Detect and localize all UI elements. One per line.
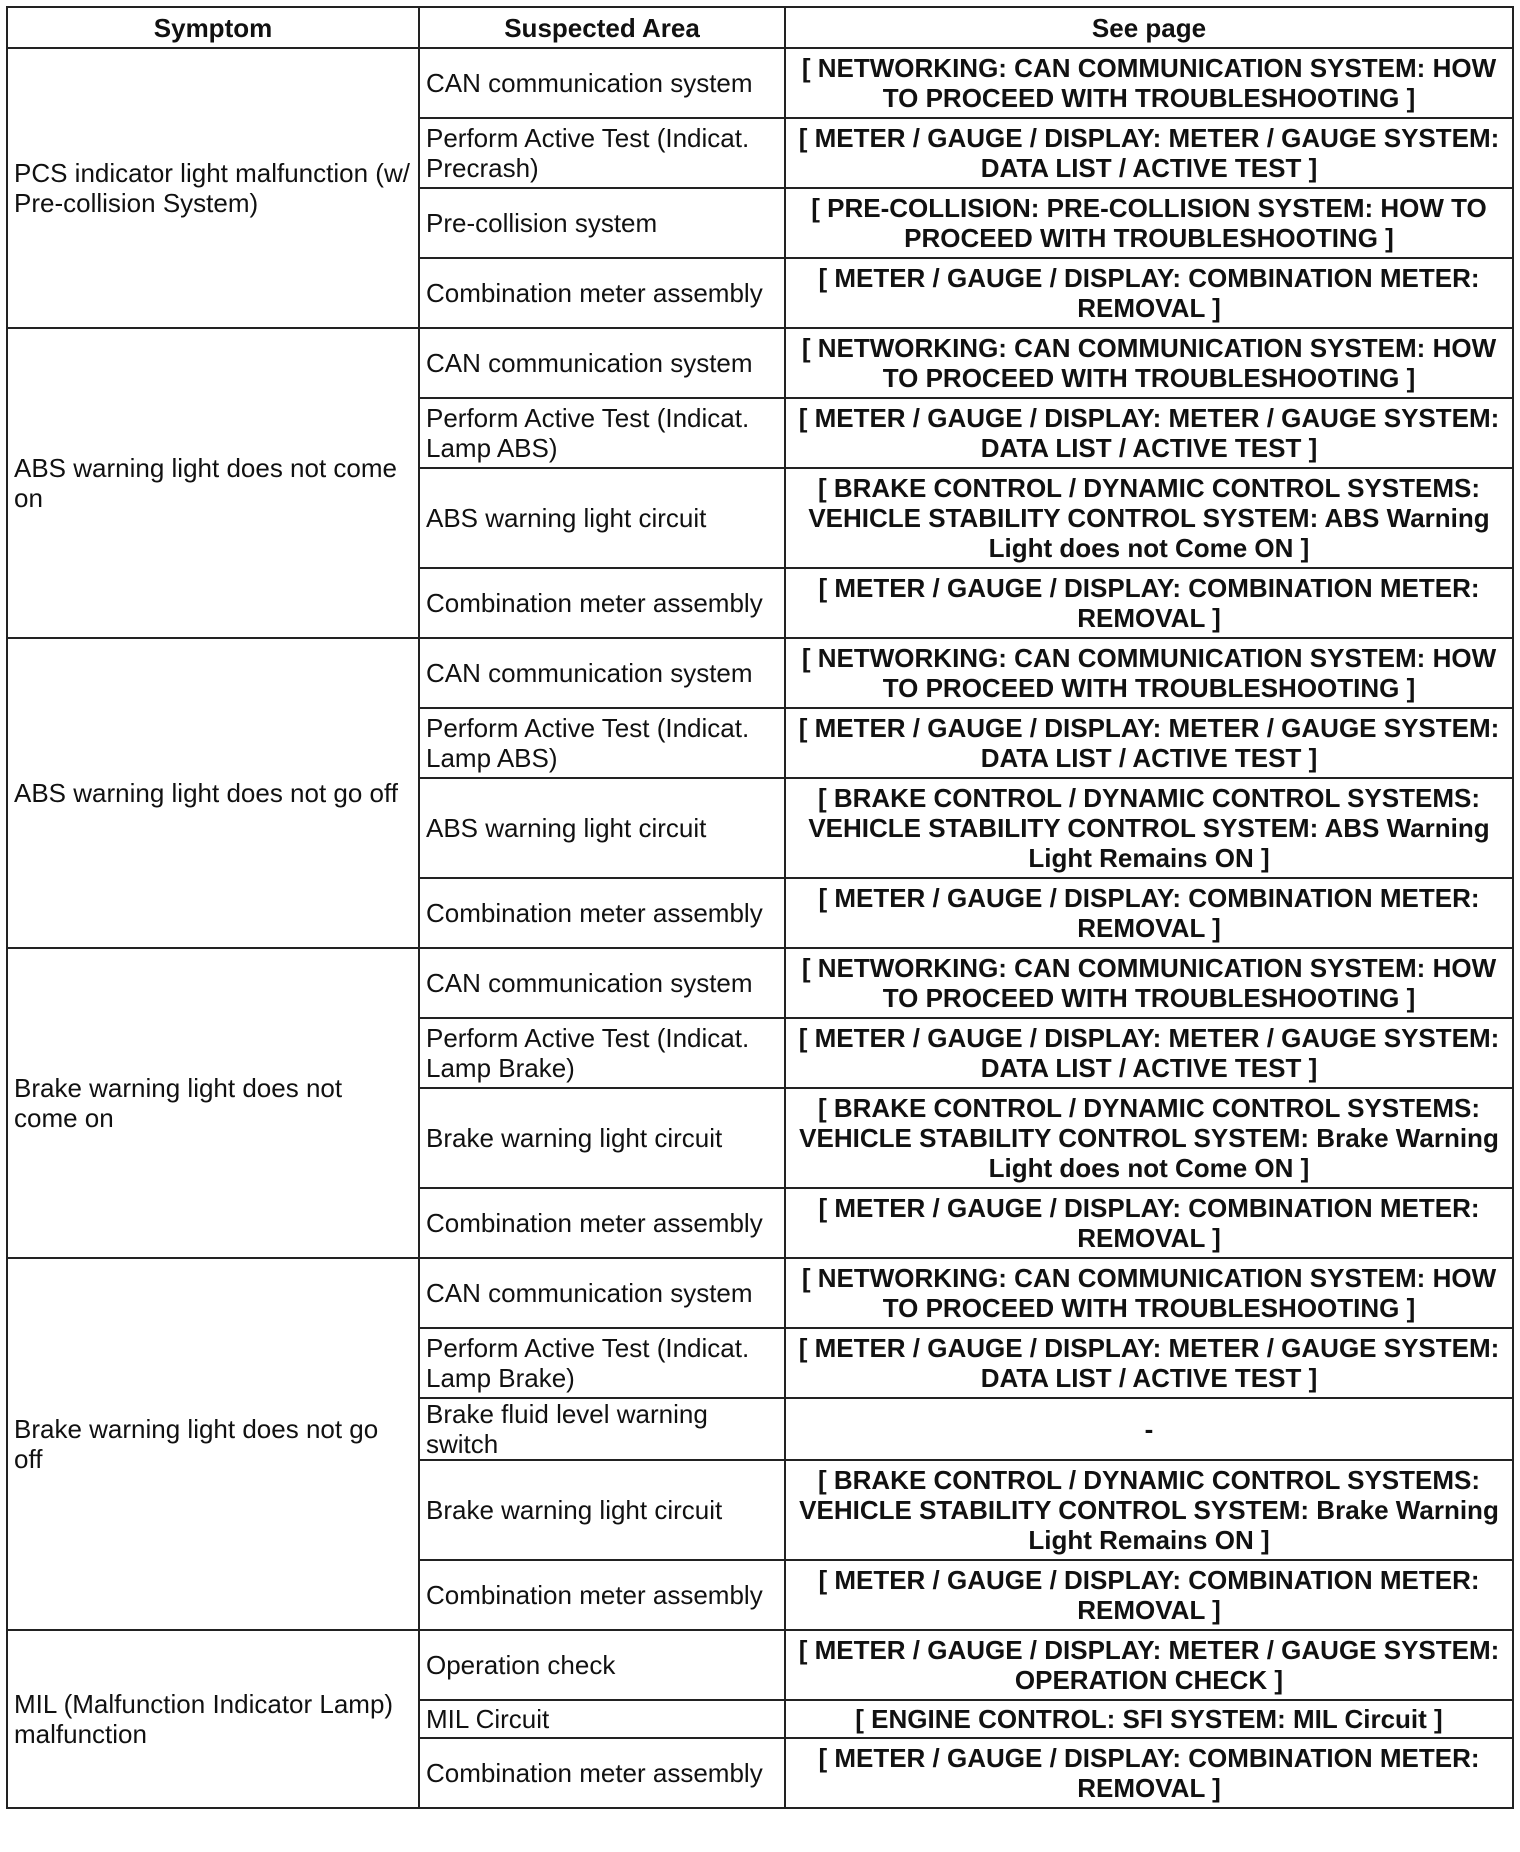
suspected-area-cell: CAN communication system — [419, 948, 785, 1018]
see-page-cell: [ NETWORKING: CAN COMMUNICATION SYSTEM: HOW TO PROCEED WITH TROUBLESHOOTING ] — [785, 48, 1513, 118]
see-page-cell: [ ENGINE CONTROL: SFI SYSTEM: MIL Circuit ] — [785, 1700, 1513, 1738]
suspected-area-cell: Perform Active Test (Indicat. Lamp Brake) — [419, 1328, 785, 1398]
see-page-cell: [ METER / GAUGE / DISPLAY: METER / GAUGE SYSTEM: DATA LIST / ACTIVE TEST ] — [785, 118, 1513, 188]
see-page-cell: [ METER / GAUGE / DISPLAY: COMBINATION METER: REMOVAL ] — [785, 1560, 1513, 1630]
suspected-area-cell: MIL Circuit — [419, 1700, 785, 1738]
see-page-cell: [ METER / GAUGE / DISPLAY: METER / GAUGE SYSTEM: DATA LIST / ACTIVE TEST ] — [785, 1018, 1513, 1088]
suspected-area-cell: Brake warning light circuit — [419, 1460, 785, 1560]
suspected-area-cell: CAN communication system — [419, 328, 785, 398]
see-page-cell: [ METER / GAUGE / DISPLAY: COMBINATION METER: REMOVAL ] — [785, 1738, 1513, 1808]
suspected-area-cell: CAN communication system — [419, 638, 785, 708]
see-page-cell: [ METER / GAUGE / DISPLAY: METER / GAUGE SYSTEM: DATA LIST / ACTIVE TEST ] — [785, 398, 1513, 468]
suspected-area-cell: Combination meter assembly — [419, 1560, 785, 1630]
header-symptom: Symptom — [7, 7, 419, 48]
see-page-cell: [ METER / GAUGE / DISPLAY: COMBINATION METER: REMOVAL ] — [785, 878, 1513, 948]
see-page-cell: [ METER / GAUGE / DISPLAY: METER / GAUGE SYSTEM: DATA LIST / ACTIVE TEST ] — [785, 708, 1513, 778]
suspected-area-cell: Combination meter assembly — [419, 1738, 785, 1808]
symptom-cell: ABS warning light does not go off — [7, 638, 419, 948]
see-page-cell: [ NETWORKING: CAN COMMUNICATION SYSTEM: HOW TO PROCEED WITH TROUBLESHOOTING ] — [785, 1258, 1513, 1328]
see-page-cell: [ METER / GAUGE / DISPLAY: COMBINATION METER: REMOVAL ] — [785, 1188, 1513, 1258]
see-page-cell: - — [785, 1398, 1513, 1460]
suspected-area-cell: Perform Active Test (Indicat. Lamp ABS) — [419, 398, 785, 468]
table-row — [7, 638, 1513, 708]
header-row — [7, 7, 1513, 48]
suspected-area-cell: Perform Active Test (Indicat. Lamp Brake) — [419, 1018, 785, 1088]
suspected-area-cell: Combination meter assembly — [419, 568, 785, 638]
symptom-cell: Brake warning light does not come on — [7, 948, 419, 1258]
header-suspected-area: Suspected Area — [419, 7, 785, 48]
suspected-area-cell: Perform Active Test (Indicat. Lamp ABS) — [419, 708, 785, 778]
suspected-area-cell: Brake warning light circuit — [419, 1088, 785, 1188]
see-page-cell: [ NETWORKING: CAN COMMUNICATION SYSTEM: HOW TO PROCEED WITH TROUBLESHOOTING ] — [785, 638, 1513, 708]
header-see-page: See page — [785, 7, 1513, 48]
suspected-area-cell: Combination meter assembly — [419, 258, 785, 328]
table-row — [7, 948, 1513, 1018]
table-row — [7, 328, 1513, 398]
see-page-cell: [ METER / GAUGE / DISPLAY: METER / GAUGE SYSTEM: OPERATION CHECK ] — [785, 1630, 1513, 1700]
suspected-area-cell: Pre-collision system — [419, 188, 785, 258]
symptom-cell: Brake warning light does not go off — [7, 1258, 419, 1630]
symptom-cell: PCS indicator light malfunction (w/ Pre-collision System) — [7, 48, 419, 328]
table-body — [7, 48, 1513, 1808]
see-page-cell: [ BRAKE CONTROL / DYNAMIC CONTROL SYSTEMS: VEHICLE STABILITY CONTROL SYSTEM: Brake Warning Light Remains ON ] — [785, 1460, 1513, 1560]
see-page-cell: [ BRAKE CONTROL / DYNAMIC CONTROL SYSTEMS: VEHICLE STABILITY CONTROL SYSTEM: ABS Warning Light does not Come ON ] — [785, 468, 1513, 568]
suspected-area-cell: CAN communication system — [419, 48, 785, 118]
see-page-cell: [ METER / GAUGE / DISPLAY: METER / GAUGE SYSTEM: DATA LIST / ACTIVE TEST ] — [785, 1328, 1513, 1398]
symptom-cell: MIL (Malfunction Indicator Lamp) malfunction — [7, 1630, 419, 1808]
see-page-cell: [ PRE-COLLISION: PRE-COLLISION SYSTEM: HOW TO PROCEED WITH TROUBLESHOOTING ] — [785, 188, 1513, 258]
table-row — [7, 1630, 1513, 1700]
symptom-cell: ABS warning light does not come on — [7, 328, 419, 638]
suspected-area-cell: Operation check — [419, 1630, 785, 1700]
suspected-area-cell: Brake fluid level warning switch — [419, 1398, 785, 1460]
see-page-cell: [ METER / GAUGE / DISPLAY: COMBINATION METER: REMOVAL ] — [785, 258, 1513, 328]
see-page-cell: [ BRAKE CONTROL / DYNAMIC CONTROL SYSTEMS: VEHICLE STABILITY CONTROL SYSTEM: ABS Warning Light Remains ON ] — [785, 778, 1513, 878]
suspected-area-cell: Combination meter assembly — [419, 878, 785, 948]
table-row — [7, 48, 1513, 118]
suspected-area-cell: Perform Active Test (Indicat. Precrash) — [419, 118, 785, 188]
troubleshooting-table — [6, 6, 1514, 1809]
see-page-cell: [ NETWORKING: CAN COMMUNICATION SYSTEM: HOW TO PROCEED WITH TROUBLESHOOTING ] — [785, 948, 1513, 1018]
see-page-cell: [ METER / GAUGE / DISPLAY: COMBINATION METER: REMOVAL ] — [785, 568, 1513, 638]
suspected-area-cell: Combination meter assembly — [419, 1188, 785, 1258]
table-row — [7, 1258, 1513, 1328]
suspected-area-cell: ABS warning light circuit — [419, 778, 785, 878]
suspected-area-cell: ABS warning light circuit — [419, 468, 785, 568]
see-page-cell: [ BRAKE CONTROL / DYNAMIC CONTROL SYSTEMS: VEHICLE STABILITY CONTROL SYSTEM: Brake Warning Light does not Come ON ] — [785, 1088, 1513, 1188]
see-page-cell: [ NETWORKING: CAN COMMUNICATION SYSTEM: HOW TO PROCEED WITH TROUBLESHOOTING ] — [785, 328, 1513, 398]
suspected-area-cell: CAN communication system — [419, 1258, 785, 1328]
